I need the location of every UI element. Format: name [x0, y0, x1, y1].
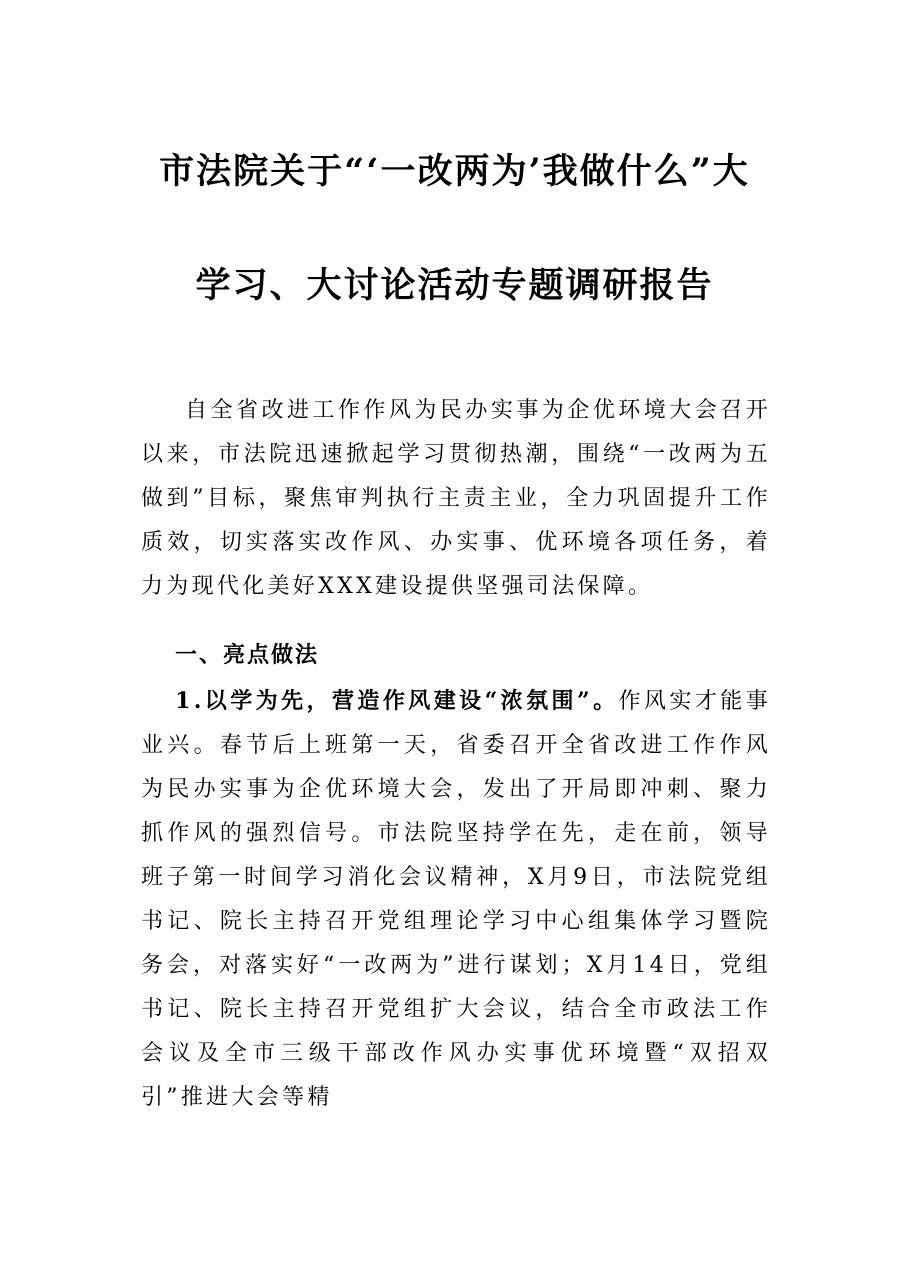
document-title-line-1: 市法院关于“‘一改两为’我做什么”大 — [159, 151, 750, 192]
intro-paragraph: 自全省改进工作作风为民办实事为企优环境大会召开以来，市法院迅速掀起学习贯彻热潮，围绕“一改两为五做到”目标，聚焦审判执行主责主业，全力巩固提升工作质效，切实落实改作风、办实事、优环境各项任务，着力为现代化美好XXX建设提供坚强司法保障。 — [141, 398, 771, 599]
item-1-body: 作风实才能事业兴。春节后上班第一天，省委召开全省改进工作作风为民办实事为企优环境大会，发出了开局即冲刺、聚力抓作风的强烈信号。市法院坚持学在先，走在前，领导班子第一时间学习消化会议精神，X月9日，市法院党组书记、院长主持召开党组理论学习中心组集体学习暨院务会，对落实好“一改两为”进行谋划；X月14日，党组书记、院长主持召开党组扩大会议，结合全市政法工作会议及全市三级干部改作风办实事优环境暨“双招双引”推进大会等精 — [141, 689, 771, 1110]
item-1-paragraph — [141, 679, 771, 1120]
section-heading-highlights: 一、亮点做法 — [175, 642, 320, 668]
item-1-lead: 1.以学为先，营造作风建设“浓氛围”。 — [175, 688, 619, 714]
document-title-line-2: 学习、大讨论活动专题调研报告 — [195, 265, 714, 306]
